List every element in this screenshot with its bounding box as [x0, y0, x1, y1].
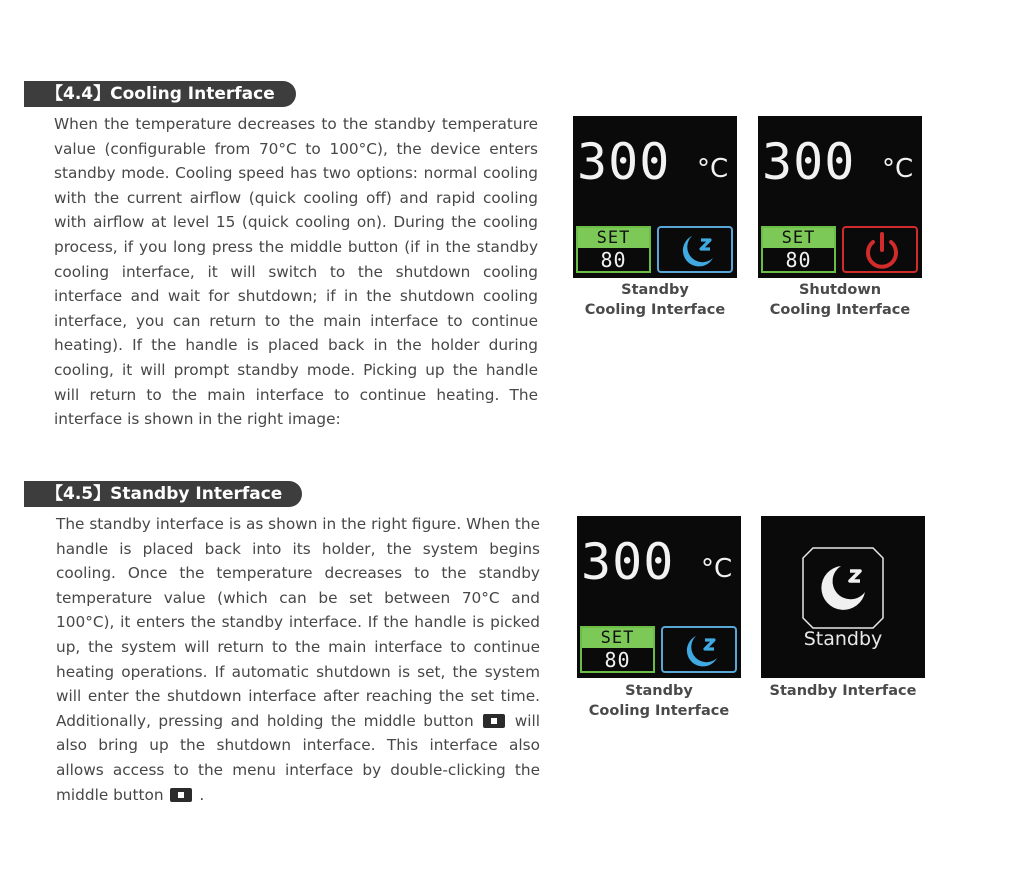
caption-line-1: Standby — [625, 683, 693, 699]
standby-frame-icon — [801, 546, 885, 630]
standby-cooling-caption-2 — [577, 681, 741, 721]
caption-line-1: Standby Interface — [769, 683, 917, 699]
set-temperature-box — [761, 226, 836, 273]
section-4-5-body-part-3: . — [199, 785, 205, 804]
shutdown-cooling-caption — [758, 280, 922, 320]
set-value: 80 — [604, 648, 631, 672]
standby-label: Standby — [803, 628, 883, 650]
section-4-4-body: When the temperature decreases to the standby temperature value (configurable from 70°C to 100°C), the device enters standby mode. Cooling speed has two options: normal cooling with the current airflow (quick cooling off) and rapid cooling with airflow at level 15 (quick cooling on). During the cooling process, if you long press the middle button (if in the standby cooling interface, it will switch to the shutdown cooling interface and wait for shutdown; if in the shutdown cooling interface, you can return to the main interface to continue heating). If the handle is placed back in the holder during cooling, it will prompt standby mode. Picking up the handle will return to the main interface to continue heating. The interface is shown in the right image: — [54, 115, 538, 429]
standby-cooling-caption — [573, 280, 737, 320]
temperature-display: 300 — [577, 133, 671, 191]
section-4-4-header: 【4.4】Cooling Interface — [24, 81, 296, 107]
middle-button-icon — [170, 788, 192, 802]
standby-mode-box — [657, 226, 733, 273]
set-value: 80 — [785, 248, 812, 272]
caption-line-2: Cooling Interface — [588, 703, 730, 719]
set-temperature-box — [576, 226, 651, 273]
set-label: SET — [578, 228, 649, 248]
section-4-5-header: 【4.5】Standby Interface — [24, 481, 302, 507]
set-label: SET — [763, 228, 834, 248]
shutdown-mode-box — [842, 226, 918, 273]
caption-line-2: Cooling Interface — [769, 302, 911, 318]
standby-moon-icon — [663, 628, 739, 675]
standby-interface-caption — [761, 681, 925, 701]
standby-mode-box — [661, 626, 737, 673]
caption-line-1: Shutdown — [798, 282, 882, 298]
standby-cooling-screen-2 — [577, 516, 741, 678]
standby-interface-screen — [761, 516, 925, 678]
set-temperature-box — [580, 626, 655, 673]
temperature-display: 300 — [762, 133, 856, 191]
section-4-5-body-part-2: will also bring up the shutdown interface. This interface also allows access to the menu interface by double-clicking the middle button — [56, 711, 540, 804]
middle-button-icon — [483, 714, 505, 728]
temperature-display: 300 — [581, 533, 675, 591]
temperature-unit: °C — [701, 554, 733, 584]
set-label: SET — [582, 628, 653, 648]
temperature-unit: °C — [697, 154, 729, 184]
set-value: 80 — [600, 248, 627, 272]
caption-line-1: Standby — [621, 282, 689, 298]
shutdown-cooling-screen — [758, 116, 922, 278]
power-icon — [844, 228, 920, 275]
section-4-5-body — [56, 512, 540, 807]
caption-line-2: Cooling Interface — [584, 302, 726, 318]
section-4-5-body-part-1: The standby interface is as shown in the right figure. When the handle is placed back into its holder, the system begins cooling. Once the temperature decreases to the standby temperature value (which can be set between 70°C and 100°C), it enters the standby interface. If the handle is picked up, the system will return to the main interface to continue heating operations. If automatic shutdown is set, the system will enter the shutdown interface after reaching the set time. Additionally, pressing and holding the middle button — [56, 515, 540, 730]
standby-cooling-screen — [573, 116, 737, 278]
temperature-unit: °C — [882, 154, 914, 184]
standby-moon-icon — [659, 228, 735, 275]
